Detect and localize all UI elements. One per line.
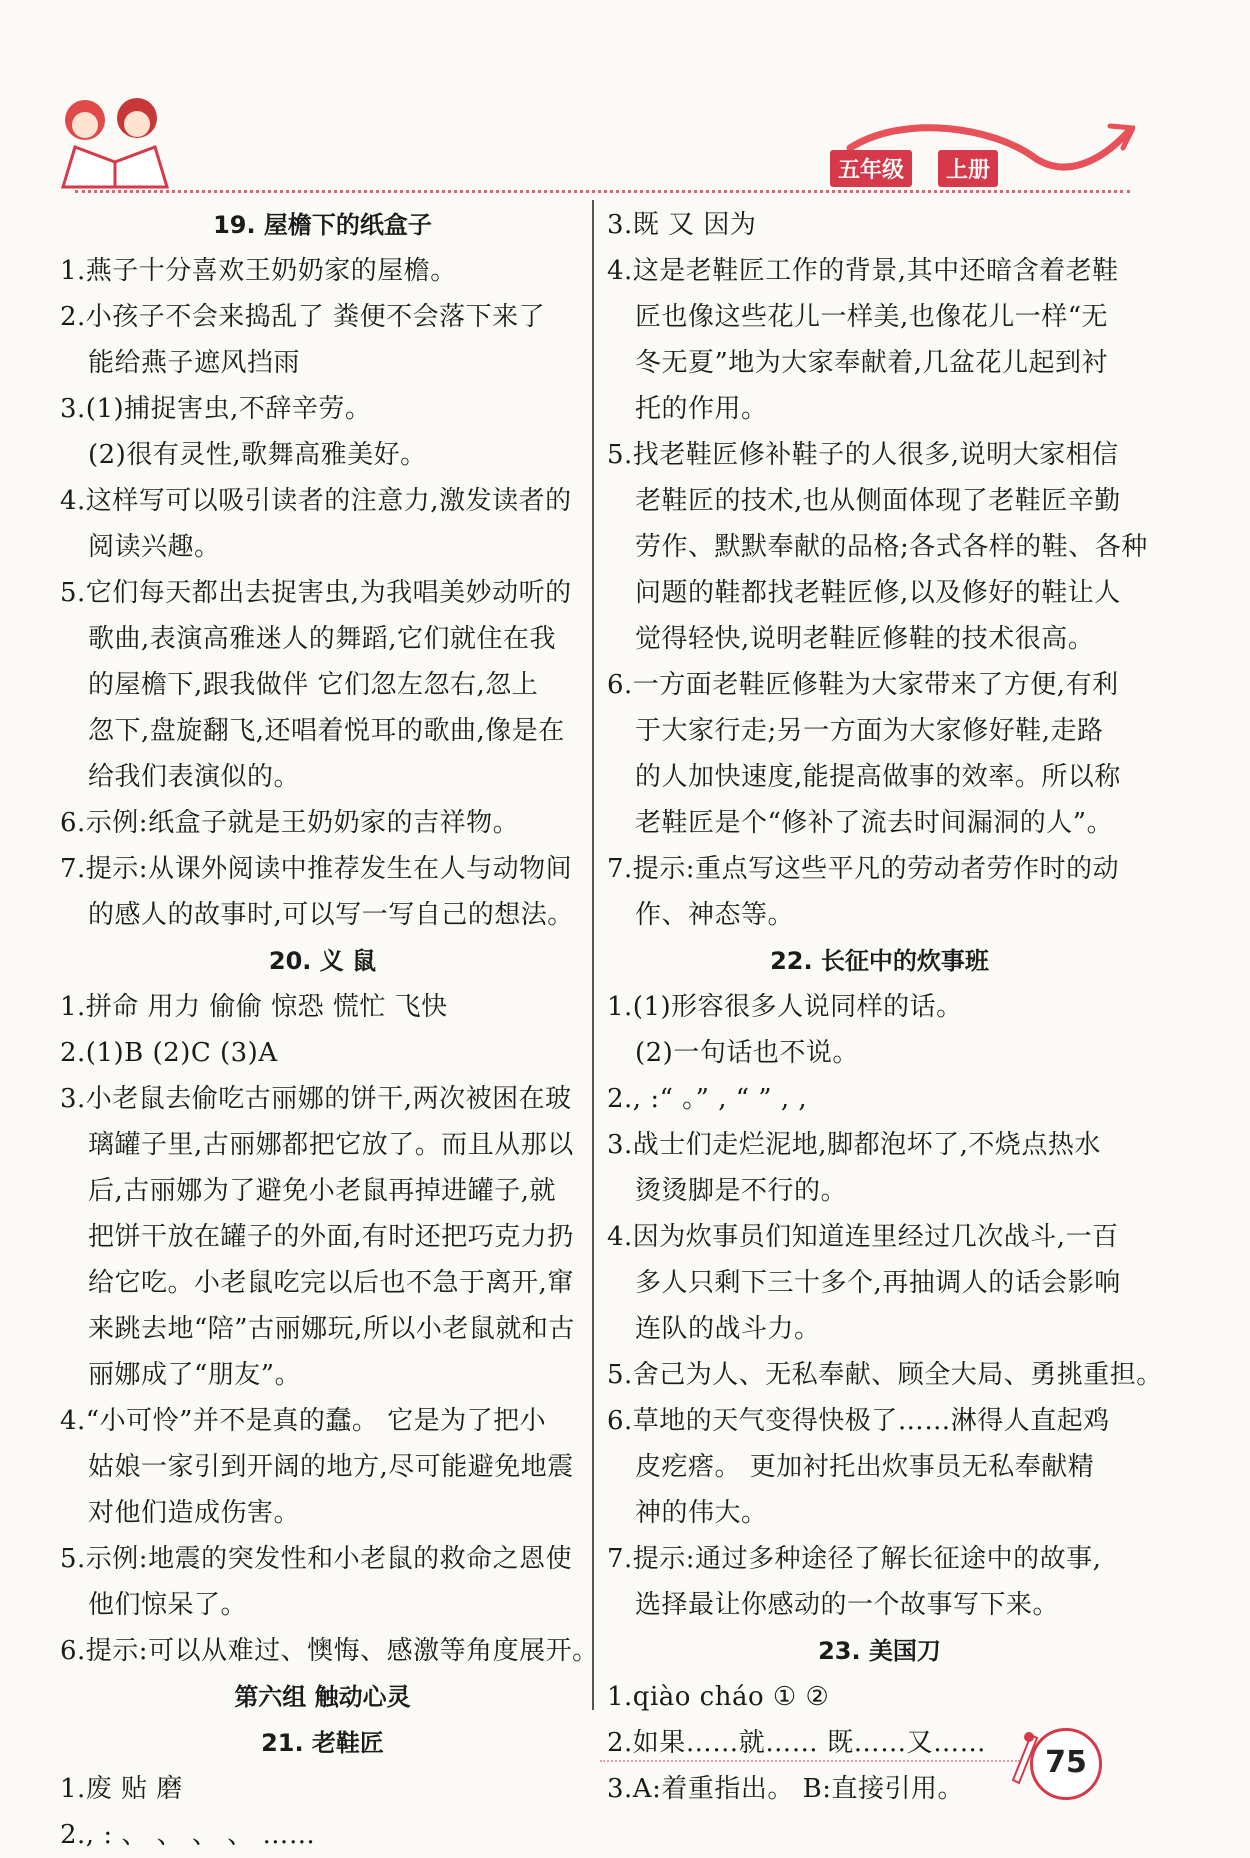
right-column	[607, 202, 1163, 1812]
answer-continuation-line: (2)一句话也不说。	[635, 1038, 859, 1068]
answer-line: 5.它们每天都出去捉害虫,为我唱美妙动听的	[60, 578, 572, 608]
answer-continuation-line: 忽下,盘旋翻飞,还唱着悦耳的歌曲,像是在	[88, 716, 565, 746]
answer-line: 2., : 、 、 、 、 ……	[60, 1820, 316, 1850]
answer-line: 6.提示:可以从难过、懊悔、感激等角度展开。	[60, 1636, 599, 1666]
answer-continuation-line: (2)很有灵性,歌舞高雅美好。	[88, 440, 427, 470]
answer-continuation-line: 璃罐子里,古丽娜都把它放了。而且从那以	[88, 1130, 574, 1160]
answer-continuation-line: 阅读兴趣。	[88, 532, 221, 562]
section-title: 20. 义 鼠	[268, 947, 377, 975]
answer-continuation-line: 的人加快速度,能提高做事的效率。所以称	[635, 762, 1121, 792]
answer-continuation-line: 来跳去地“陪”古丽娜玩,所以小老鼠就和古	[88, 1314, 575, 1344]
answer-continuation-line: 老鞋匠的技术,也从侧面体现了老鞋匠辛勤	[635, 486, 1121, 516]
answer-continuation-line: 多人只剩下三十多个,再抽调人的话会影响	[635, 1268, 1121, 1298]
answer-continuation-line: 问题的鞋都找老鞋匠修,以及修好的鞋让人	[635, 578, 1121, 608]
answer-line: 5.示例:地震的突发性和小老鼠的救命之恩使	[60, 1544, 573, 1574]
answer-line: 1.燕子十分喜欢王奶奶家的屋檐。	[60, 256, 457, 286]
answer-line: 2.小孩子不会来捣乱了 粪便不会落下来了	[60, 302, 546, 332]
answer-line: 2.如果……就…… 既……又……	[607, 1728, 987, 1758]
answer-continuation-line: 的感人的故事时,可以写一写自己的想法。	[88, 900, 574, 930]
answer-continuation-line: 觉得轻快,说明老鞋匠修鞋的技术很高。	[635, 624, 1095, 654]
answer-line: 4.因为炊事员们知道连里经过几次战斗,一百	[607, 1222, 1119, 1252]
answer-continuation-line: 把饼干放在罐子的外面,有时还把巧克力扔	[88, 1222, 574, 1252]
answer-continuation-line: 于大家行走;另一方面为大家修好鞋,走路	[635, 716, 1104, 746]
answer-line: 7.提示:通过多种途径了解长征途中的故事,	[607, 1544, 1102, 1574]
section-title: 23. 美国刀	[818, 1637, 941, 1665]
answer-continuation-line: 给它吃。小老鼠吃完以后也不急于离开,窜	[88, 1268, 574, 1298]
answer-continuation-line: 托的作用。	[635, 394, 768, 424]
answer-continuation-line: 连队的战斗力。	[635, 1314, 821, 1344]
section-title: 21. 老鞋匠	[261, 1729, 384, 1757]
answer-continuation-line: 劳作、默默奉献的品格;各式各样的鞋、各种	[635, 532, 1148, 562]
answer-line: 6.一方面老鞋匠修鞋为大家带来了方便,有利	[607, 670, 1119, 700]
volume-label: 上册	[938, 150, 998, 187]
answer-continuation-line: 作、神态等。	[635, 900, 795, 930]
grade-label: 五年级	[830, 150, 912, 187]
answer-continuation-line: 皮疙瘩。 更加衬托出炊事员无私奉献精	[635, 1452, 1095, 1482]
answer-line: 3.既 又 因为	[607, 210, 757, 240]
answer-continuation-line: 的屋檐下,跟我做伴 它们忽左忽右,忽上	[88, 670, 539, 700]
answer-continuation-line: 丽娜成了“朋友”。	[88, 1360, 302, 1390]
answer-continuation-line: 能给燕子遮风挡雨	[88, 348, 301, 378]
answer-continuation-line: 他们惊呆了。	[88, 1590, 248, 1620]
answer-line: 5.找老鞋匠修补鞋子的人很多,说明大家相信	[607, 440, 1119, 470]
answer-continuation-line: 给我们表演似的。	[88, 762, 301, 792]
answer-continuation-line: 选择最让你感动的一个故事写下来。	[635, 1590, 1060, 1620]
answer-line: 4.这是老鞋匠工作的背景,其中还暗含着老鞋	[607, 256, 1119, 286]
column-divider	[592, 200, 594, 1710]
answer-line: 2.(1)B (2)C (3)A	[60, 1038, 278, 1068]
answer-continuation-line: 烫烫脚是不行的。	[635, 1176, 848, 1206]
kids-reading-illustration	[55, 92, 175, 192]
answer-line: 3.(1)捕捉害虫,不辞辛劳。	[60, 394, 372, 424]
answer-continuation-line: 姑娘一家引到开阔的地方,尽可能避免地震	[88, 1452, 574, 1482]
answer-continuation-line: 冬无夏”地为大家奉献着,几盆花儿起到衬	[635, 348, 1109, 378]
answer-line: 1.拼命 用力 偷偷 惊恐 慌忙 飞快	[60, 992, 448, 1022]
answer-continuation-line: 对他们造成伤害。	[88, 1498, 301, 1528]
answer-line: 1.qiào cháo ① ②	[607, 1682, 830, 1712]
answer-continuation-line: 后,古丽娜为了避免小老鼠再掉进罐子,就	[88, 1176, 557, 1206]
answer-line: 3.小老鼠去偷吃古丽娜的饼干,两次被困在玻	[60, 1084, 572, 1114]
answer-line: 6.示例:纸盒子就是王奶奶家的吉祥物。	[60, 808, 520, 838]
footer-divider	[600, 1760, 1020, 1762]
answer-line: 4.这样写可以吸引读者的注意力,激发读者的	[60, 486, 572, 516]
answer-line: 1.废 贴 磨	[60, 1774, 183, 1804]
answer-line: 7.提示:重点写这些平凡的劳动者劳作时的动	[607, 854, 1120, 884]
answer-continuation-line: 老鞋匠是个“修补了流去时间漏洞的人”。	[635, 808, 1114, 838]
answer-continuation-line: 神的伟大。	[635, 1498, 768, 1528]
answer-line: 4.“小可怜”并不是真的蠢。 它是为了把小	[60, 1406, 547, 1436]
answer-line: 6.草地的天气变得快极了……淋得人直起鸡	[607, 1406, 1110, 1436]
section-title: 第六组 触动心灵	[234, 1683, 411, 1711]
answer-line: 3.A:着重指出。 B:直接引用。	[607, 1774, 964, 1804]
answer-line: 3.战士们走烂泥地,脚都泡坏了,不烧点热水	[607, 1130, 1101, 1160]
answer-line: 1.(1)形容很多人说同样的话。	[607, 992, 963, 1022]
header-divider	[75, 190, 1130, 193]
answer-continuation-line: 歌曲,表演高雅迷人的舞蹈,它们就住在我	[88, 624, 557, 654]
page-number: 75	[1030, 1728, 1102, 1800]
section-title: 22. 长征中的炊事班	[770, 947, 989, 975]
section-title: 19. 屋檐下的纸盒子	[213, 211, 432, 239]
answer-line: 2., :“ 。” , “ ” , ,	[607, 1084, 808, 1114]
left-column	[60, 202, 599, 1858]
answer-line: 7.提示:从课外阅读中推荐发生在人与动物间	[60, 854, 573, 884]
answer-line: 5.舍己为人、无私奉献、顾全大局、勇挑重担。	[607, 1360, 1163, 1390]
answer-continuation-line: 匠也像这些花儿一样美,也像花儿一样“无	[635, 302, 1109, 332]
